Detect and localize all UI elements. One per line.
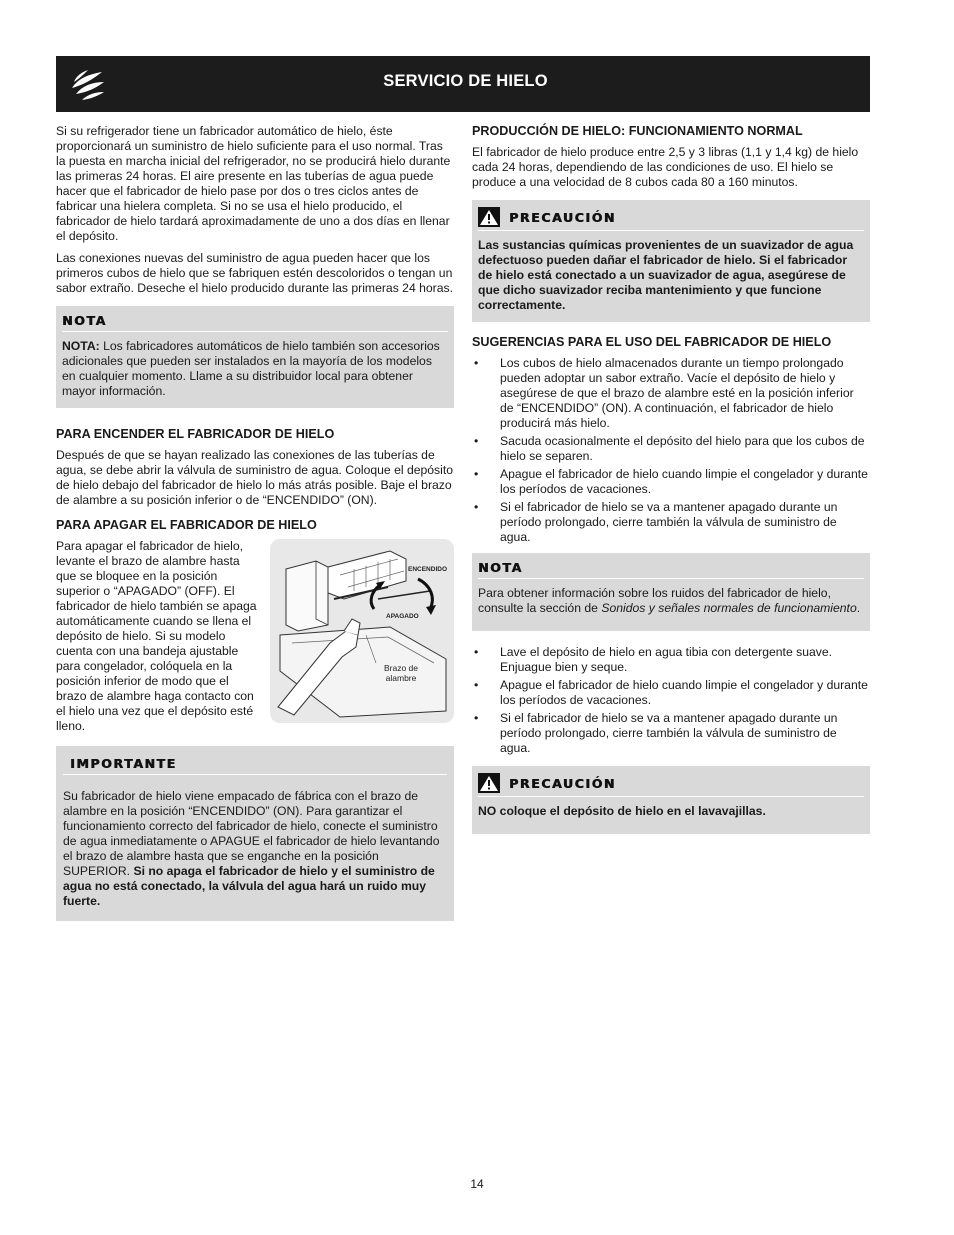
- nota-label: NOTA: [478, 560, 523, 575]
- apagar-row: [56, 539, 454, 734]
- list-item: • Los cubos de hielo almacenados durante un tiempo prolongado pueden adoptar un sabor extraño. Vacíe el depósito de hielo y asegúrese de que el brazo de alambre esté en la posición inferior de “ENCENDIDO” (ON). A continuación, el fabricador de hielo producirá más hielo.: [472, 356, 870, 431]
- intro-paragraph-1: Si su refrigerador tiene un fabricador automático de hielo, éste proporcionará un suministro de hielo suficiente para el uso normal. Tras la puesta en marcha inicial del refrigerador, no se producirá hielo durante las primeras 24 horas. El aire presente en las tuberías de agua puede hacer que el fabricador de hielo pase por dos o tres ciclos antes de fabricar una hielera completa. Si no se usa el hielo producido, el fabricador de hielo tardará aproximadamente de uno a dos días en llenar el depósito.: [56, 124, 451, 243]
- nota-box-header: [62, 313, 448, 332]
- nota-box-header: [478, 560, 864, 579]
- importante-box: [56, 746, 454, 921]
- cuidado-list: [472, 645, 870, 756]
- importante-text: Su fabricador de hielo viene empacado de fábrica con el brazo de alambre en la posición “ENCENDIDO” (ON). Para garantizar el funcionamiento correcto del fabricador de hielo, conecte el suministro de agua inmediatamente o APAGUE el fabricador de hielo levantando el brazo de alambre hasta que se enganche en la posición SUPERIOR.: [63, 789, 440, 878]
- warning-icon: [478, 773, 500, 793]
- nota-body: [62, 339, 448, 399]
- nota-box-2: [472, 553, 870, 631]
- importante-label: IMPORTANTE: [70, 756, 177, 771]
- precaucion-text: NO coloque el depósito de hielo en el lavavajillas.: [478, 804, 766, 818]
- precaucion-label: PRECAUCIÓN: [509, 775, 616, 791]
- icemaker-figure: [270, 539, 454, 723]
- nota-lead: NOTA:: [62, 339, 100, 353]
- precaucion-box-1: [472, 200, 870, 322]
- apagar-heading: PARA APAGAR EL FABRICADOR DE HIELO: [56, 518, 317, 532]
- produccion-text: El fabricador de hielo produce entre 2,5 y 3 libras (1,1 y 1,4 kg) de hielo cada 24 horas, dependiendo de las condiciones de uso. El hielo se produce a una velocidad de 8 cubos cada 80 a 160 minutos.: [472, 145, 859, 189]
- produccion-heading: PRODUCCIÓN DE HIELO: FUNCIONAMIENTO NORMAL: [472, 124, 803, 138]
- left-column: [56, 124, 454, 930]
- precaucion-header: [478, 773, 864, 797]
- page-title: SERVICIO DE HIELO: [383, 72, 548, 90]
- precaucion-label: PRECAUCIÓN: [509, 209, 616, 225]
- encender-heading: PARA ENCENDER EL FABRICADOR DE HIELO: [56, 427, 335, 441]
- sugerencias-list: [472, 356, 870, 545]
- nota-text-after: .: [856, 601, 861, 615]
- section-header: [56, 56, 870, 112]
- importante-bold: Si no apaga el fabricador de hielo y el suministro de agua no está conectado, la válvula del agua hará un ruido muy fuerte.: [63, 864, 435, 908]
- nota-text-before: Para obtener información sobre los ruidos del fabricador de hielo, consulte la sección de: [478, 586, 831, 615]
- sugerencias-heading: SUGERENCIAS PARA EL USO DEL FABRICADOR DE HIELO: [472, 335, 832, 349]
- intro-paragraph-2: Las conexiones nuevas del suministro de agua pueden hacer que los primeros cubos de hielo que se fabriquen estén descoloridos o tengan un sabor extraño. Deseche el hielo producido durante las primeras 24 horas.: [56, 251, 453, 295]
- importante-body: [63, 789, 447, 909]
- figure-label-apagado: APAGADO: [386, 613, 419, 620]
- precaucion-text: Las sustancias químicas provenientes de un suavizador de agua defectuoso pueden dañar el fabricador de hielo. Si el fabricador de hielo está conectado a un suavizador de agua, asegúrese de que dicho suavizador reciba mantenimiento y que funcione correctamente.: [478, 238, 854, 312]
- nota-body: [478, 586, 864, 622]
- encender-text: Después de que se hayan realizado las conexiones de las tuberías de agua, se debe abrir la válvula de suministro de agua. Coloque el depósito de hielo debajo del fabricador de hielo lo más atrás posible. Baje el brazo de alambre a su posición inferior o de “ENCENDIDO” (ON).: [56, 448, 454, 507]
- list-item: • Sacuda ocasionalmente el depósito del hielo para que los cubos de hielo se separen.: [472, 434, 870, 464]
- precaucion-header: [478, 207, 864, 231]
- precaucion-box-2: [472, 766, 870, 834]
- page-number: 14: [470, 1177, 484, 1191]
- list-item: • Apague el fabricador de hielo cuando limpie el congelador y durante los períodos de vacaciones.: [472, 467, 870, 497]
- figure-label-brazo: Brazo de alambre: [383, 663, 419, 683]
- list-item: • Apague el fabricador de hielo cuando limpie el congelador y durante los períodos de vacaciones.: [472, 678, 870, 708]
- apagar-text: Para apagar el fabricador de hielo, levante el brazo de alambre hasta que se bloquee en la posición superior o “APAGADO” (OFF). El fabricador de hielo también se apaga automáticamente cuando se llena el depósito de hielo. Si su modelo cuenta con una bandeja ajustable para congelador, colóquela en la posición inferior de modo que el brazo de alambre haga contacto con el hielo una vez que el depósito esté lleno.: [56, 539, 257, 733]
- importante-header: [63, 756, 447, 775]
- list-item: • Si el fabricador de hielo se va a mantener apagado durante un período prolongado, cierre también la válvula de suministro de agua.: [472, 500, 870, 545]
- nota-box-1: [56, 306, 454, 408]
- nota-text-italic: Sonidos y señales normales de funcionamiento: [601, 601, 857, 615]
- right-column: [472, 124, 870, 843]
- nota-text: Los fabricadores automáticos de hielo también son accesorios adicionales que pueden ser instalados en la mayoría de los modelos en cualquier momento. Llame a su distribuidor local para obtener mayor información.: [62, 339, 440, 398]
- warning-icon: [478, 207, 500, 227]
- list-item: • Si el fabricador de hielo se va a mantener apagado durante un período prolongado, cierre también la válvula de suministro de agua.: [472, 711, 870, 756]
- list-item: • Lave el depósito de hielo en agua tibia con detergente suave. Enjuague bien y seque.: [472, 645, 870, 675]
- nota-label: NOTA: [62, 313, 107, 328]
- figure-label-encendido: ENCENDIDO: [408, 566, 448, 573]
